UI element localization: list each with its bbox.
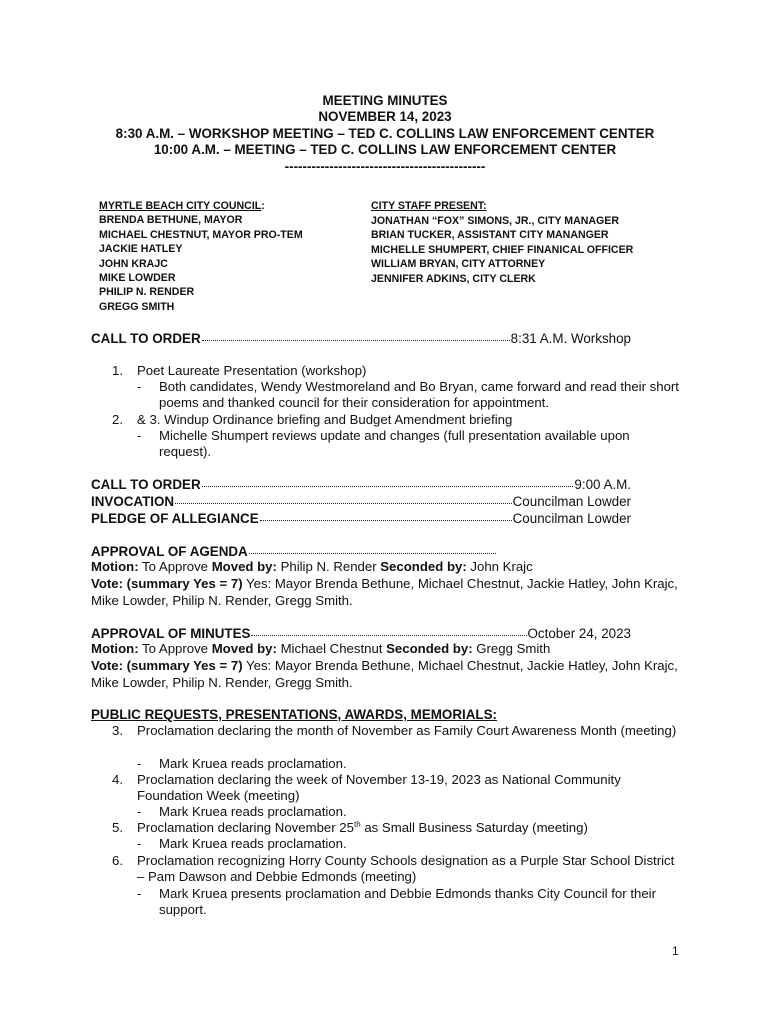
invocation-line [91, 494, 631, 510]
proclamation-item-5 [137, 820, 682, 836]
moved-by-label: Moved by: [211, 559, 277, 574]
item-5-text-end: as Small Business Saturday (meeting) [360, 820, 588, 835]
workshop-item-2-note: Michelle Shumpert reviews update and changes (full presentation available upon request). [159, 428, 630, 460]
proclamation-item-3-note: Mark Kruea reads proclamation. [159, 756, 347, 771]
bullet-dash: - [137, 756, 142, 771]
workshop-item-2: & 3. Windup Ordinance briefing and Budget Amendment briefing [137, 412, 513, 427]
seconded-by-name: John Krajc [466, 559, 533, 574]
agenda-label: APPROVAL OF AGENDA [91, 544, 248, 559]
council-member: GREGG SMITH [99, 300, 175, 313]
call-to-order-label: CALL TO ORDER [91, 477, 201, 492]
agenda-motion [91, 559, 691, 576]
staff-list [371, 199, 633, 287]
proclamation-item-6-note: Mark Kruea presents proclamation and Debbie Edmonds thanks City Council for their support. [159, 886, 656, 918]
header-rule: --------------------------------------------- [284, 158, 486, 174]
proclamation-item-3: Proclamation declaring the month of November as Family Court Awareness Month (meeting) [137, 723, 677, 738]
item-number: 5. [112, 820, 123, 835]
moved-by-name: Michael Chestnut [276, 641, 387, 656]
council-list [99, 199, 303, 314]
item-number: 1. [112, 363, 123, 378]
bullet-dash: - [137, 804, 142, 819]
invocation-value: Councilman Lowder [512, 494, 631, 509]
council-member: JACKIE HATLEY [99, 243, 183, 256]
vote-text: Yes: Mayor Brenda Bethune, Michael Chestnut, Jackie Hatley, John Krajc, Mike Lowder, Philip N. Render, Gregg Smith. [91, 658, 678, 690]
item-5-text: Proclamation declaring November 25 [137, 820, 354, 835]
bullet-dash: - [137, 379, 142, 394]
leader-dots [260, 520, 512, 521]
bullet-dash: - [137, 836, 142, 851]
vote-label: Vote: (summary Yes = 7) [91, 658, 243, 673]
leader-dots [202, 340, 510, 341]
proclamation-item-4: Proclamation declaring the week of November 13-19, 2023 as National Community Foundation Week (meeting) [137, 772, 621, 804]
page-number: 1 [672, 944, 679, 958]
bullet-dash: - [137, 428, 142, 443]
approval-of-minutes [91, 626, 631, 642]
pledge-label: PLEDGE OF ALLEGIANCE [91, 511, 259, 526]
staff-member: JONATHAN “FOX” SIMONS, JR., CITY MANAGER [371, 214, 619, 227]
seconded-by-name: Gregg Smith [472, 641, 551, 656]
workshop-item-1-note: Both candidates, Wendy Westmoreland and Bo Bryan, came forward and read their short poems and thanked council for their consideration for appointment. [159, 379, 679, 411]
minutes-motion [91, 641, 691, 658]
staff-member: BRIAN TUCKER, ASSISTANT CITY MANANGER [371, 229, 609, 242]
staff-heading: CITY STAFF PRESENT: [371, 200, 487, 212]
vote-text: Yes: Mayor Brenda Bethune, Michael Chestnut, Jackie Hatley, John Krajc, Mike Lowder, Philip N. Render, Gregg Smith. [91, 576, 678, 608]
item-number: 2. [112, 412, 123, 427]
workshop-item-1: Poet Laureate Presentation (workshop) [137, 363, 367, 378]
council-title: MYRTLE BEACH CITY COUNCIL [99, 200, 262, 212]
motion-text: To Approve [138, 641, 212, 656]
proclamation-item-4-note: Mark Kruea reads proclamation. [159, 804, 347, 819]
header-meeting-line: 10:00 A.M. – MEETING – TED C. COLLINS LAW ENFORCEMENT CENTER [153, 142, 617, 158]
vote-label: Vote: (summary Yes = 7) [91, 576, 243, 591]
minutes-vote [91, 658, 691, 691]
call-to-order-meeting [91, 477, 631, 493]
proclamation-item-5-note: Mark Kruea reads proclamation. [159, 836, 347, 851]
proclamation-item-6: Proclamation recognizing Horry County Schools designation as a Purple Star School District – Pam Dawson and Debbie Edmonds (meeting) [137, 853, 675, 885]
leader-dots [175, 503, 512, 504]
minutes-date: October 24, 2023 [527, 626, 631, 641]
council-member: BRENDA BETHUNE, MAYOR [99, 214, 243, 227]
call-to-order-time: 8:31 A.M. Workshop [510, 331, 631, 346]
council-member: PHILIP N. RENDER [99, 286, 195, 299]
leader-dots [249, 553, 496, 554]
call-to-order-label: CALL TO ORDER [91, 331, 201, 346]
staff-member: MICHELLE SHUMPERT, CHIEF FINANICAL OFFICER [371, 243, 634, 256]
header-title: MEETING MINUTES [322, 93, 448, 108]
public-requests-heading: PUBLIC REQUESTS, PRESENTATIONS, AWARDS, MEMORIALS: [91, 707, 497, 722]
council-title-colon: : [261, 200, 265, 212]
motion-label: Motion: [91, 641, 139, 656]
motion-label: Motion: [91, 559, 139, 574]
item-number: 6. [112, 853, 123, 868]
moved-by-label: Moved by: [211, 641, 277, 656]
call-to-order-time: 9:00 A.M. [574, 477, 631, 492]
leader-dots [202, 486, 574, 487]
motion-text: To Approve [138, 559, 212, 574]
call-to-order-workshop [91, 331, 631, 347]
ordinal-suffix: th [353, 820, 361, 829]
minutes-header [0, 93, 770, 175]
council-member: JOHN KRAJC [99, 257, 168, 270]
header-workshop-line: 8:30 A.M. – WORKSHOP MEETING – TED C. COLLINS LAW ENFORCEMENT CENTER [115, 125, 655, 141]
bullet-dash: - [137, 886, 142, 901]
moved-by-name: Philip N. Render [276, 559, 381, 574]
staff-member: JENNIFER ADKINS, CITY CLERK [371, 272, 536, 285]
leader-dots [251, 635, 526, 636]
approval-of-agenda [91, 544, 631, 560]
seconded-by-label: Seconded by: [380, 559, 467, 574]
seconded-by-label: Seconded by: [386, 641, 473, 656]
item-number: 4. [112, 772, 123, 787]
staff-member: WILLIAM BRYAN, CITY ATTORNEY [371, 258, 546, 271]
council-member: MIKE LOWDER [99, 272, 176, 285]
council-member: MICHAEL CHESTNUT, MAYOR PRO-TEM [99, 228, 303, 241]
item-number: 3. [112, 723, 123, 738]
header-date: NOVEMBER 14, 2023 [318, 109, 452, 125]
pledge-value: Councilman Lowder [512, 511, 631, 526]
council-heading [99, 199, 303, 213]
minutes-label: APPROVAL OF MINUTES [91, 626, 251, 641]
agenda-vote [91, 576, 691, 609]
invocation-label: INVOCATION [91, 494, 175, 509]
pledge-line [91, 511, 631, 527]
